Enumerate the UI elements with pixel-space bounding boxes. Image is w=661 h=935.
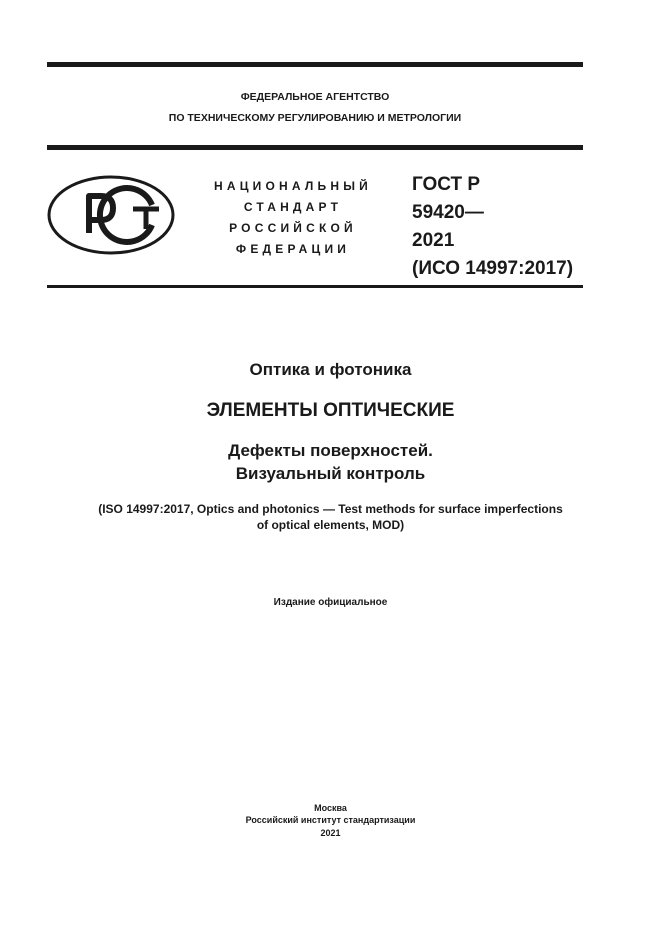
edition-label: Издание официальное: [273, 597, 388, 608]
imprint-year: 2021: [320, 828, 341, 838]
document-title: ЭЛЕМЕНТЫ ОПТИЧЕСКИЕ: [206, 400, 455, 421]
rst-certification-logo-icon: [47, 175, 175, 255]
imprint-city: Москва: [314, 803, 347, 813]
document-subtitle-line-2: Визуальный контроль: [235, 464, 426, 483]
designation-line-3: 2021: [412, 230, 455, 251]
national-standard-line-4: ФЕДЕРАЦИИ: [235, 242, 351, 256]
agency-line-1: ФЕДЕРАЛЬНОЕ АГЕНТСТВО: [240, 91, 390, 103]
imprint-publisher: Российский институт стандартизации: [245, 815, 416, 825]
agency-line-2: ПО ТЕХНИЧЕСКОМУ РЕГУЛИРОВАНИЮ И МЕТРОЛОГИИ: [168, 112, 462, 124]
national-standard-line-3: РОССИЙСКОЙ: [229, 221, 357, 235]
standard-designation: [412, 171, 573, 283]
designation-line-2: 59420—: [412, 202, 484, 223]
designation-line-1: ГОСТ Р: [412, 174, 481, 195]
designation-line-4: (ИСО 14997:2017): [412, 258, 574, 279]
header-bottom-rule: [47, 285, 583, 288]
top-rule: [47, 62, 583, 67]
national-standard-line-2: СТАНДАРТ: [243, 200, 343, 214]
source-standard-line-2: of optical elements, MOD): [256, 518, 405, 532]
national-standard-line-1: НАЦИОНАЛЬНЫЙ: [213, 179, 373, 193]
subject-area: Оптика и фотоника: [249, 360, 412, 379]
document-subtitle-line-1: Дефекты поверхностей.: [228, 441, 433, 460]
header-rule: [47, 145, 583, 150]
national-standard-label: [200, 176, 386, 260]
source-standard-line-1: (ISO 14997:2017, Optics and photonics — Test methods for surface imperfections: [98, 502, 563, 516]
